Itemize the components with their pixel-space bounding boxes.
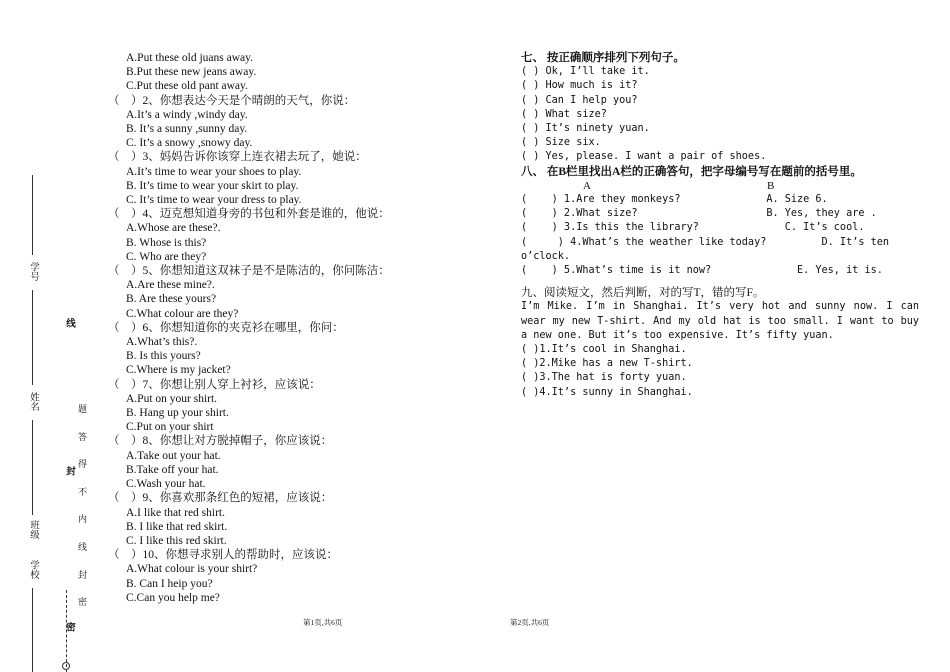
section-9-item: ( )2.Mike has a new T-shirt. (521, 358, 693, 370)
binding-word-xian: 线 (64, 318, 74, 328)
section-7-title: 七、 按正确顺序排列下列句子。 (521, 52, 685, 64)
section-8-row: ( ) 5.What’s time is it now? E. Yes, it is. (521, 265, 883, 277)
option: A.What’s this?. (126, 336, 198, 349)
section-8-column-headers (521, 179, 919, 193)
notice-char: 答 (77, 432, 87, 441)
right-column (521, 51, 919, 400)
option: B. Can I heip you? (126, 577, 213, 590)
option: C.Put these old pant away. (126, 80, 248, 93)
notice-char: 线 (77, 542, 87, 551)
section-8-row: o’clock. (521, 250, 571, 262)
question-10: （ ）10、你想寻求别人的帮助时，应该说： (108, 549, 338, 562)
notice-char: 封 (77, 570, 87, 579)
question-3: （ ）3、妈妈告诉你该穿上连衣裙去玩了，她说： (108, 151, 367, 164)
option: A.Put these old juans away. (126, 52, 254, 64)
label-xingming: 姓名 (28, 392, 38, 411)
option: C.Wash your hat. (126, 478, 206, 491)
option: C.Can you help me? (126, 591, 220, 604)
option: B. Whose is this? (126, 236, 207, 249)
option: B. It’s time to wear your skirt to play. (126, 179, 299, 192)
section-7-line: ( ) How much is it? (521, 80, 638, 92)
label-xuexiao: 学校 (28, 560, 38, 579)
option: B.Take off your hat. (126, 463, 219, 476)
question-2: （ ）2、你想表达今天是个晴朗的天气，你说： (108, 94, 356, 107)
option: B. Are these yours? (126, 293, 217, 306)
option: B. Hang up your shirt. (126, 407, 229, 420)
option: B.Put these new jeans away. (126, 66, 257, 79)
option: A.Are these mine?. (126, 279, 215, 292)
section-8-row: ( ) 1.Are they monkeys? A. Size 6. (521, 194, 828, 206)
option: A.I like that red shirt. (126, 506, 226, 519)
option: C.Where is my jacket? (126, 364, 231, 377)
option: A.Take out your hat. (126, 449, 221, 462)
page-number-right: 第2页,共6页 (510, 618, 550, 627)
page-number-left: 第1页,共6页 (303, 618, 343, 627)
question-4: （ ）4、迈克想知道身旁的书包和外套是谁的，他说： (108, 208, 390, 221)
section-9-title: 九、阅读短文，然后判断，对的写T，错的写F。 (521, 287, 765, 300)
section-8-title: 八、 在B栏里找出A栏的正确答句，把字母编号写在题前的括号里。 (521, 165, 862, 178)
label-xuehao: 学号 (28, 262, 38, 281)
column-a-header: A (583, 179, 591, 192)
option: B. Is this yours? (126, 350, 201, 363)
binding-line (32, 588, 33, 672)
binding-word-mi: 密 (64, 622, 74, 632)
option: B. I like that red skirt. (126, 520, 228, 533)
section-8-row: ( ) 2.What size? B. Yes, they are . (521, 208, 877, 220)
reading-passage: I’m Mike. I’m in Shanghai. It’s very hot and sunny now. I can wear my new T-shirt. And my old hat is too small. I want to buy a new one. But it’s too expensive. It’s fifty yuan. (521, 301, 919, 341)
option: C.What colour are they? (126, 307, 239, 320)
notice-char: 不 (77, 487, 87, 496)
option: A.Whose are these?. (126, 222, 221, 235)
section-7-line: ( ) Size six. (521, 137, 601, 149)
question-8: （ ）8、你想让对方脱掉帽子，你应该说： (108, 435, 333, 448)
section-7-line: ( ) Yes, please. I want a pair of shoes. (521, 151, 767, 163)
option: C. Who are they? (126, 250, 207, 263)
binding-line (32, 175, 33, 255)
option: C.Put on your shirt (126, 421, 214, 434)
section-7-line: ( ) What size? (521, 108, 607, 120)
left-column-questions (108, 51, 408, 605)
section-7-line: ( ) It’s ninety yuan. (521, 123, 650, 135)
question-6: （ ）6、你想知道你的夹克衫在哪里，你问： (108, 321, 344, 334)
question-7: （ ）7、你想让别人穿上衬衫，应该说： (108, 378, 321, 391)
option: B. It’s a sunny ,sunny day. (126, 123, 248, 136)
notice-char: 得 (77, 459, 87, 468)
label-banji: 班级 (28, 520, 38, 539)
option: A.Put on your shirt. (126, 392, 218, 405)
section-7-line: ( ) Ok, I’ll take it. (521, 66, 650, 78)
notice-char: 内 (77, 514, 87, 523)
section-8-row: ( ) 3.Is this the library? C. It’s cool. (521, 222, 865, 234)
notice-char: 题 (77, 404, 87, 413)
binding-word-feng: 封 (64, 466, 74, 476)
binding-dash-line (66, 590, 67, 672)
question-9: （ ）9、你喜欢那条红色的短裙，应该说： (108, 492, 333, 505)
option: A.It’s time to wear your shoes to play. (126, 165, 302, 178)
section-9-item: ( )1.It’s cool in Shanghai. (521, 344, 687, 356)
binding-line (32, 290, 33, 385)
binding-hole (62, 662, 70, 670)
column-b-header: B (767, 179, 775, 192)
binding-line (32, 420, 33, 515)
section-9-item: ( )4.It’s sunny in Shanghai. (521, 386, 693, 398)
option: A.What colour is your shirt? (126, 563, 258, 576)
option: C. It’s a snowy ,snowy day. (126, 137, 253, 150)
option: C. It’s time to wear your dress to play. (126, 194, 302, 207)
section-7-line: ( ) Can I help you? (521, 94, 638, 106)
question-5: （ ）5、你想知道这双袜子是不是陈洁的，你问陈洁： (108, 265, 390, 278)
notice-char: 密 (77, 597, 87, 606)
option: C. I like this red skirt. (126, 534, 227, 547)
section-8-row: ( ) 4.What’s the weather like today? D. It’s ten (521, 236, 890, 248)
section-9-item: ( )3.The hat is forty yuan. (521, 372, 687, 384)
option: A.It’s a windy ,windy day. (126, 108, 248, 121)
